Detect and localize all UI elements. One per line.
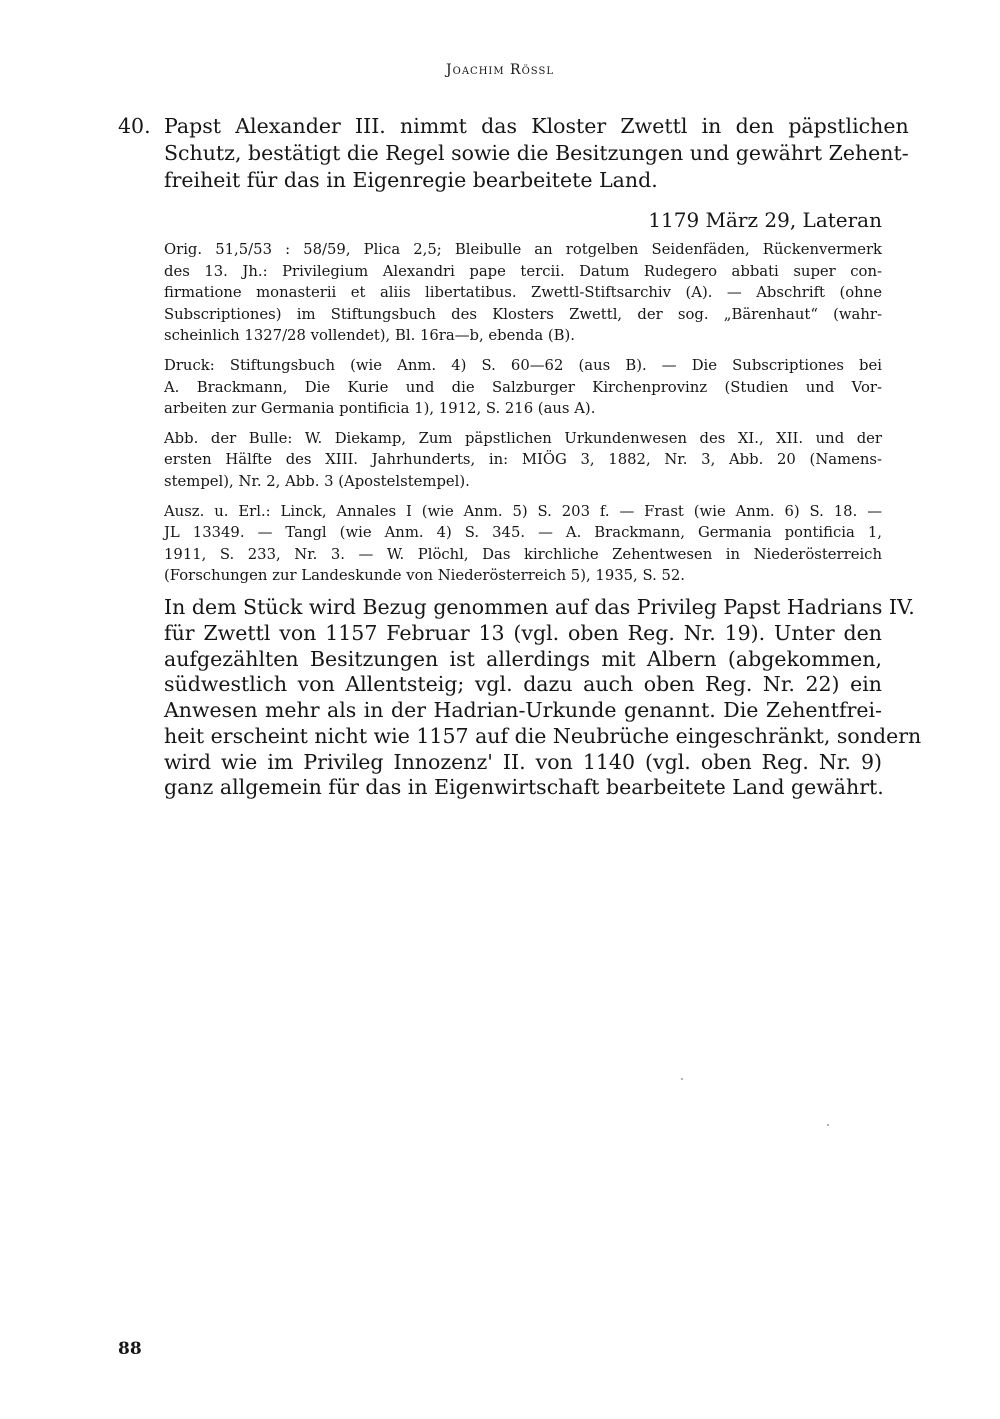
note-line: Abb. der Bulle: W. Diekamp, Zum päpstlichen Urkundenwesen des XI., XII. und der — [164, 429, 882, 447]
note-original — [164, 239, 882, 347]
note-line: 1911, S. 233, Nr. 3. — W. Plöchl, Das kirchliche Zehentwesen in Niederösterreich — [164, 545, 882, 563]
commentary-line: ganz allgemein für das in Eigenwirtschaft bearbeitete Land gewährt. — [164, 775, 884, 800]
note-line: Druck: Stiftungsbuch (wie Anm. 4) S. 60—62 (aus B). — Die Subscriptiones bei — [164, 356, 882, 374]
note-line: ersten Hälfte des XIII. Jahrhunderts, in: MIÖG 3, 1882, Nr. 3, Abb. 20 (Namens- — [164, 451, 882, 469]
commentary-line: wird wie im Privileg Innozenz' II. von 1140 (vgl. oben Reg. Nr. 9) — [164, 749, 882, 774]
note-line: Subscriptiones) im Stiftungsbuch des Klosters Zwettl, der sog. „Bärenhaut“ (wahr- — [164, 305, 882, 323]
commentary-line: südwestlich von Allentsteig; vgl. dazu auch oben Reg. Nr. 22) ein — [164, 672, 882, 697]
commentary-line: In dem Stück wird Bezug genommen auf das Privileg Papst Hadrians IV. — [164, 594, 915, 619]
scan-speck — [827, 1124, 829, 1126]
title-line: freiheit für das in Eigenregie bearbeitete Land. — [164, 168, 658, 192]
entry-date: 1179 März 29, Lateran — [648, 208, 882, 232]
note-line: des 13. Jh.: Privilegium Alexandri pape tercii. Datum Rudegero abbati super con- — [164, 262, 882, 280]
note-druck — [164, 355, 882, 420]
note-line: (Forschungen zur Landeskunde von Niederösterreich 5), 1935, S. 52. — [164, 567, 686, 585]
entry-heading — [118, 113, 909, 194]
running-head: Joachim Rössl — [446, 62, 554, 78]
note-line: arbeiten zur Germania pontificia 1), 1912, S. 216 (aus A). — [164, 400, 596, 418]
commentary-line: Anwesen mehr als in der Hadrian-Urkunde genannt. Die Zehentfrei- — [164, 698, 882, 723]
note-line: scheinlich 1327/28 vollendet), Bl. 16ra—b, ebenda (B). — [164, 327, 576, 345]
page-number: 88 — [118, 1339, 142, 1359]
commentary-line: aufgezählten Besitzungen ist allerdings mit Albern (abgekommen, — [164, 646, 882, 671]
note-line: Ausz. u. Erl.: Linck, Annales I (wie Anm. 5) S. 203 f. — Frast (wie Anm. 6) S. 18. — — [164, 502, 882, 520]
note-line: A. Brackmann, Die Kurie und die Salzburger Kirchenprovinz (Studien und Vor- — [164, 378, 882, 396]
scan-speck — [681, 1078, 683, 1080]
note-line: JL 13349. — Tangl (wie Anm. 4) S. 345. — A. Brackmann, Germania pontificia 1, — [164, 524, 882, 542]
commentary-line: heit erscheint nicht wie 1157 auf die Neubrüche eingeschränkt, sondern — [164, 723, 922, 748]
title-line: Papst Alexander III. nimmt das Kloster Zwettl in den päpstlichen — [164, 114, 909, 138]
note-line: Orig. 51,5/53 : 58/59, Plica 2,5; Bleibulle an rotgelben Seidenfäden, Rückenvermerk — [164, 241, 882, 258]
entry-number: 40. — [118, 114, 151, 138]
note-line: stempel), Nr. 2, Abb. 3 (Apostelstempel). — [164, 472, 470, 490]
entry-title — [164, 113, 909, 194]
note-line: firmatione monasterii et aliis libertatibus. Zwettl-Stiftsarchiv (A). — Abschrift (ohne — [164, 284, 882, 302]
source-notes — [164, 239, 882, 587]
regest-entry — [118, 113, 922, 801]
commentary — [164, 594, 922, 801]
commentary-line: für Zwettl von 1157 Februar 13 (vgl. oben Reg. Nr. 19). Unter den — [164, 620, 882, 645]
note-abbildung — [164, 428, 882, 493]
note-auszug — [164, 501, 882, 587]
title-line: Schutz, bestätigt die Regel sowie die Besitzungen und gewährt Zehent- — [164, 141, 909, 165]
